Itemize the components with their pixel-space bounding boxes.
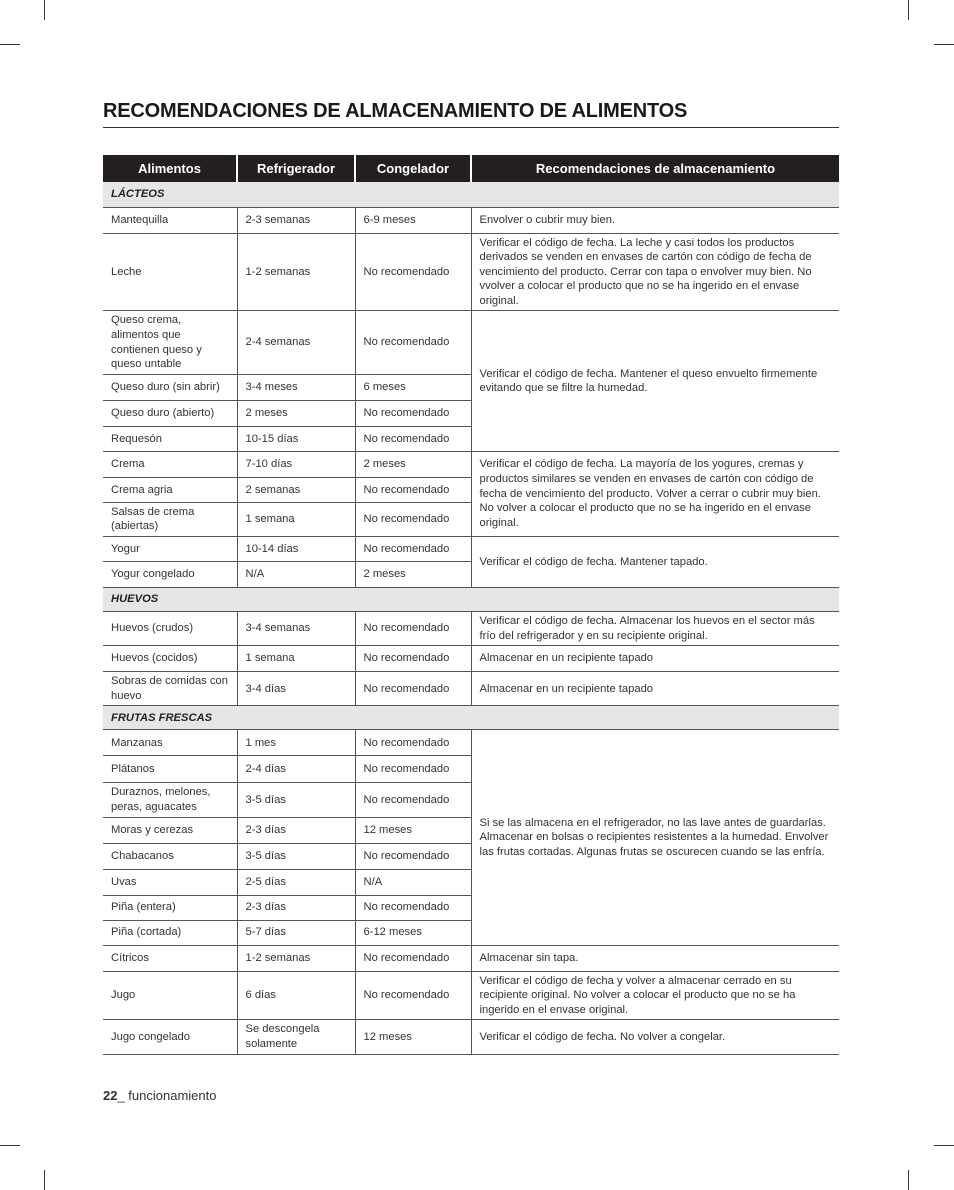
refrigerator-cell: 2-3 días — [237, 817, 355, 843]
refrigerator-cell: 2-5 días — [237, 869, 355, 895]
header-alimentos: Alimentos — [103, 155, 237, 182]
refrigerator-cell: 10-15 días — [237, 426, 355, 451]
food-cell: Queso duro (abierto) — [103, 400, 237, 426]
freezer-cell: 2 meses — [355, 451, 471, 477]
table-row — [103, 612, 839, 646]
table-header-row — [103, 155, 839, 182]
refrigerator-cell: 10-14 días — [237, 537, 355, 562]
food-cell: Chabacanos — [103, 843, 237, 869]
page-title: RECOMENDACIONES DE ALMACENAMIENTO DE ALIMENTOS — [103, 100, 688, 122]
food-cell: Sobras de comidas con huevo — [103, 672, 237, 706]
refrigerator-cell: 3-4 días — [237, 672, 355, 706]
food-cell: Manzanas — [103, 730, 237, 756]
header-refrigerador: Refrigerador — [237, 155, 355, 182]
food-cell: Cítricos — [103, 945, 237, 971]
refrigerator-cell: 3-4 semanas — [237, 612, 355, 646]
refrigerator-cell: 1 semana — [237, 646, 355, 672]
refrigerator-cell: 7-10 días — [237, 451, 355, 477]
food-cell: Moras y cerezas — [103, 817, 237, 843]
table-row — [103, 672, 839, 706]
freezer-cell: No recomendado — [355, 646, 471, 672]
refrigerator-cell: 5-7 días — [237, 920, 355, 945]
freezer-cell: 6 meses — [355, 374, 471, 400]
freezer-cell: No recomendado — [355, 672, 471, 706]
refrigerator-cell: 1 semana — [237, 502, 355, 536]
freezer-cell: 12 meses — [355, 817, 471, 843]
table-row — [103, 207, 839, 233]
food-cell: Piña (cortada) — [103, 920, 237, 945]
food-cell: Queso duro (sin abrir) — [103, 374, 237, 400]
freezer-cell: No recomendado — [355, 756, 471, 783]
refrigerator-cell: 2-3 días — [237, 895, 355, 920]
recommendation-cell: Verificar el código de fecha. La mayoría de los yogures, cremas y productos similares se venden en envases de cartón con código de fecha de vencimiento del producto. Volver a cerrar o cubrir muy bien. No volver a colocar el producto que no se ha ingerido en el envase original. — [471, 451, 839, 536]
refrigerator-cell: 2-3 semanas — [237, 207, 355, 233]
crop-mark — [934, 44, 954, 45]
refrigerator-cell: 1-2 semanas — [237, 233, 355, 311]
header-congelador: Congelador — [355, 155, 471, 182]
table-row — [103, 971, 839, 1020]
freezer-cell: No recomendado — [355, 537, 471, 562]
recommendation-cell: Almacenar en un recipiente tapado — [471, 646, 839, 672]
crop-mark — [44, 1170, 45, 1190]
category-label: LÁCTEOS — [103, 182, 839, 207]
freezer-cell: 12 meses — [355, 1020, 471, 1054]
category-row — [103, 182, 839, 207]
category-label: HUEVOS — [103, 588, 839, 612]
recommendation-cell: Verificar el código de fecha y volver a almacenar cerrado en su recipiente original. No volver a colocar el producto que no se ha ingerido en el envase original. — [471, 971, 839, 1020]
food-cell: Yogur congelado — [103, 562, 237, 588]
refrigerator-cell: 2 meses — [237, 400, 355, 426]
food-cell: Duraznos, melones, peras, aguacates — [103, 783, 237, 817]
recommendation-cell: Verificar el código de fecha. No volver a congelar. — [471, 1020, 839, 1054]
freezer-cell: 6-12 meses — [355, 920, 471, 945]
table-row — [103, 233, 839, 311]
crop-mark — [908, 1170, 909, 1190]
freezer-cell: No recomendado — [355, 233, 471, 311]
freezer-cell: No recomendado — [355, 783, 471, 817]
category-label: FRUTAS FRESCAS — [103, 706, 839, 730]
freezer-cell: No recomendado — [355, 612, 471, 646]
storage-table — [103, 155, 839, 1055]
title-rule — [103, 127, 839, 128]
food-cell: Plátanos — [103, 756, 237, 783]
food-cell: Queso crema, alimentos que contienen queso y queso untable — [103, 311, 237, 374]
table-row — [103, 945, 839, 971]
freezer-cell: N/A — [355, 869, 471, 895]
food-cell: Yogur — [103, 537, 237, 562]
freezer-cell: No recomendado — [355, 311, 471, 374]
page-number: 22 — [103, 1088, 118, 1103]
recommendation-cell: Si se las almacena en el refrigerador, no las lave antes de guardarlas. Almacenar en bolsas o recipientes resistentes a la humedad. Envolver las frutas cortadas. Algunas frutas se oscurecen cuando se las enfría. — [471, 730, 839, 945]
refrigerator-cell: Se descongela solamente — [237, 1020, 355, 1054]
table-row — [103, 646, 839, 672]
recommendation-cell: Almacenar sin tapa. — [471, 945, 839, 971]
food-cell: Huevos (cocidos) — [103, 646, 237, 672]
table-body — [103, 182, 839, 1054]
page-footer — [103, 1088, 216, 1103]
refrigerator-cell: 3-5 días — [237, 783, 355, 817]
crop-mark — [908, 0, 909, 20]
food-cell: Salsas de crema (abiertas) — [103, 502, 237, 536]
crop-mark — [934, 1145, 954, 1146]
recommendation-cell: Verificar el código de fecha. Mantener tapado. — [471, 537, 839, 588]
freezer-cell: No recomendado — [355, 477, 471, 502]
food-cell: Crema — [103, 451, 237, 477]
refrigerator-cell: 6 días — [237, 971, 355, 1020]
food-cell: Huevos (crudos) — [103, 612, 237, 646]
table-row — [103, 451, 839, 477]
freezer-cell: 6-9 meses — [355, 207, 471, 233]
food-cell: Mantequilla — [103, 207, 237, 233]
category-row — [103, 706, 839, 730]
food-cell: Uvas — [103, 869, 237, 895]
refrigerator-cell: 2-4 días — [237, 756, 355, 783]
recommendation-cell: Envolver o cubrir muy bien. — [471, 207, 839, 233]
freezer-cell: No recomendado — [355, 945, 471, 971]
table-row — [103, 730, 839, 756]
food-cell: Requesón — [103, 426, 237, 451]
table-row — [103, 537, 839, 562]
refrigerator-cell: 2 semanas — [237, 477, 355, 502]
freezer-cell: No recomendado — [355, 971, 471, 1020]
freezer-cell: No recomendado — [355, 730, 471, 756]
category-row — [103, 588, 839, 612]
food-cell: Jugo congelado — [103, 1020, 237, 1054]
crop-mark — [0, 1145, 20, 1146]
refrigerator-cell: 3-5 días — [237, 843, 355, 869]
freezer-cell: No recomendado — [355, 895, 471, 920]
crop-mark — [0, 44, 20, 45]
refrigerator-cell: 3-4 meses — [237, 374, 355, 400]
table-row — [103, 311, 839, 374]
food-cell: Jugo — [103, 971, 237, 1020]
freezer-cell: No recomendado — [355, 400, 471, 426]
recommendation-cell: Almacenar en un recipiente tapado — [471, 672, 839, 706]
refrigerator-cell: 2-4 semanas — [237, 311, 355, 374]
refrigerator-cell: 1 mes — [237, 730, 355, 756]
header-recomendaciones: Recomendaciones de almacenamiento — [471, 155, 839, 182]
table-row — [103, 1020, 839, 1054]
freezer-cell: No recomendado — [355, 426, 471, 451]
crop-mark — [44, 0, 45, 20]
freezer-cell: No recomendado — [355, 502, 471, 536]
freezer-cell: No recomendado — [355, 843, 471, 869]
recommendation-cell: Verificar el código de fecha. Almacenar los huevos en el sector más frío del refrigerador y en su recipiente original. — [471, 612, 839, 646]
food-cell: Piña (entera) — [103, 895, 237, 920]
refrigerator-cell: 1-2 semanas — [237, 945, 355, 971]
food-cell: Leche — [103, 233, 237, 311]
food-cell: Crema agria — [103, 477, 237, 502]
recommendation-cell: Verificar el código de fecha. Mantener el queso envuelto firmemente evitando que se filtre la humedad. — [471, 311, 839, 451]
refrigerator-cell: N/A — [237, 562, 355, 588]
section-name: _ funcionamiento — [117, 1088, 217, 1103]
recommendation-cell: Verificar el código de fecha. La leche y casi todos los productos derivados se venden en envases de cartón con código de fecha de vencimiento del producto. Cerrar con tapa o envolver muy bien. No vvolver a colocar el producto que no se ha ingerido en el envase original. — [471, 233, 839, 311]
freezer-cell: 2 meses — [355, 562, 471, 588]
